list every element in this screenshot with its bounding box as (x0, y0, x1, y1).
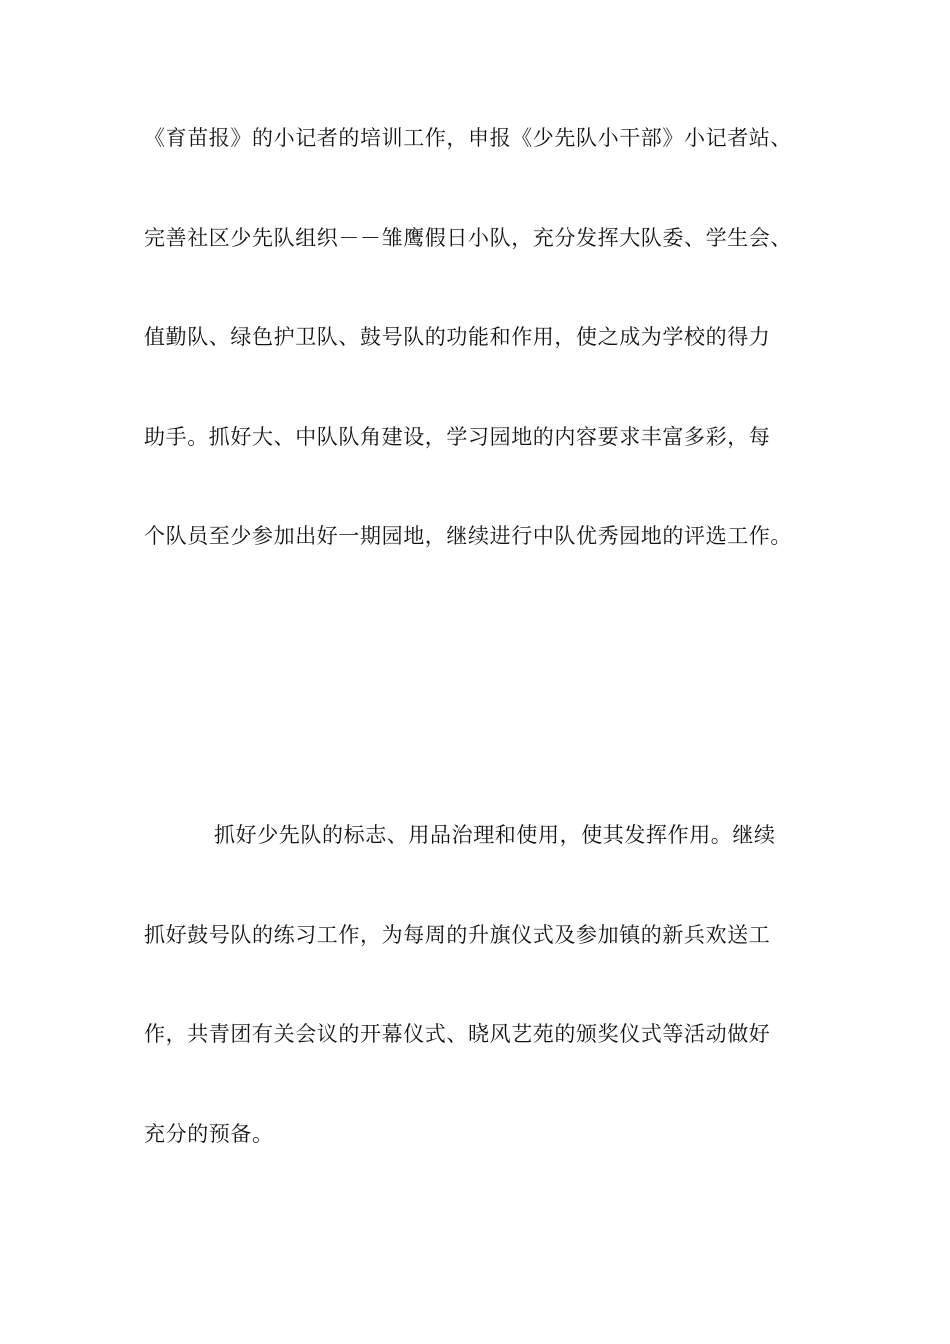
paragraph-line: 个队员至少参加出好一期园地，继续进行中队优秀园地的评选工作。 (144, 524, 792, 548)
paragraph-line: 完善社区少先队组织－－雏鹰假日小队，充分发挥大队委、学生会、 (144, 226, 792, 250)
paragraph-line: 作，共青团有关会议的开幕仪式、晓风艺苑的颁奖仪式等活动做好 (144, 1022, 771, 1046)
paragraph-line: 抓好少先队的标志、用品治理和使用，使其发挥作用。继续 (214, 823, 776, 847)
paragraph-line: 助手。抓好大、中队队角建设，学习园地的内容要求丰富多彩，每 (144, 425, 771, 449)
paragraph-line: 抓好鼓号队的练习工作，为每周的升旗仪式及参加镇的新兵欢送工 (144, 923, 771, 947)
paragraph-line: 值勤队、绿色护卫队、鼓号队的功能和作用，使之成为学校的得力 (144, 325, 771, 349)
paragraph-line: 充分的预备。 (144, 1122, 274, 1146)
paragraph-line: 《育苗报》的小记者的培训工作，申报《少先队小干部》小记者站、 (144, 126, 792, 150)
